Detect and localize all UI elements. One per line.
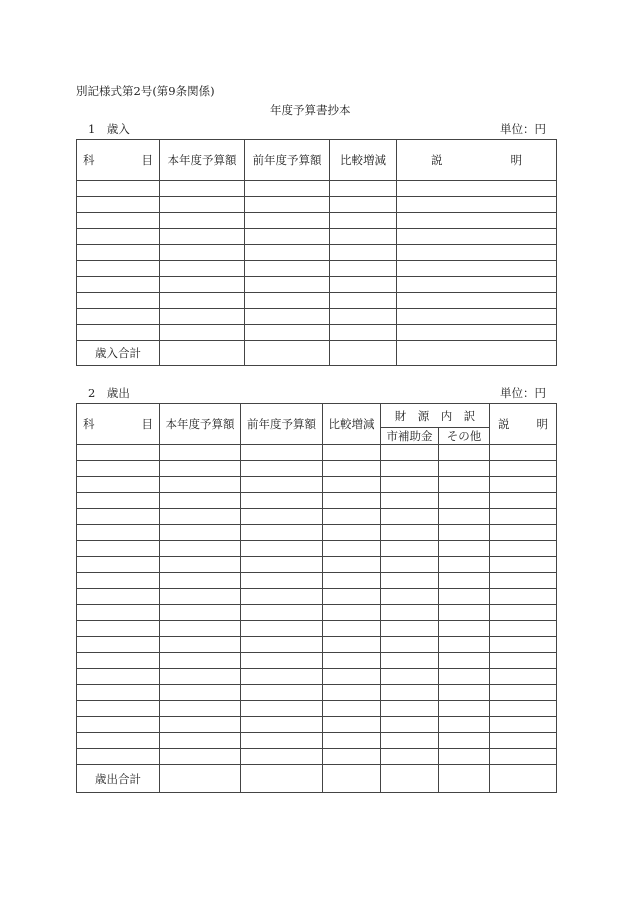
income-table-row [77, 197, 557, 213]
table-cell [160, 669, 241, 685]
table-cell [323, 717, 381, 733]
table-cell [323, 637, 381, 653]
table-cell [241, 477, 323, 493]
table-cell [77, 621, 160, 637]
table-cell [397, 213, 557, 229]
table-cell [330, 341, 397, 366]
table-cell [397, 181, 557, 197]
table-cell [160, 541, 241, 557]
table-cell [439, 653, 490, 669]
table-cell [490, 733, 557, 749]
table-cell [381, 605, 439, 621]
table-cell [439, 477, 490, 493]
table-cell [439, 637, 490, 653]
expense-table-row [77, 525, 557, 541]
table-cell [330, 229, 397, 245]
table-cell [490, 637, 557, 653]
table-cell [490, 605, 557, 621]
table-cell [490, 589, 557, 605]
table-cell [77, 509, 160, 525]
income-col-previous-budget: 前年度予算額 [245, 140, 330, 181]
table-cell [245, 341, 330, 366]
table-cell [439, 685, 490, 701]
table-cell [323, 541, 381, 557]
table-cell [160, 637, 241, 653]
table-cell [160, 245, 245, 261]
expense-col-previous-budget: 前年度予算額 [241, 404, 323, 445]
table-cell [397, 261, 557, 277]
table-cell [241, 685, 323, 701]
table-cell [241, 541, 323, 557]
table-cell [160, 653, 241, 669]
table-cell [160, 229, 245, 245]
table-cell [381, 701, 439, 717]
income-table-row [77, 245, 557, 261]
expense-col-subject: 科 目 [77, 404, 160, 445]
table-cell [397, 293, 557, 309]
table-cell [77, 213, 160, 229]
expense-table-row [77, 733, 557, 749]
table-cell [241, 525, 323, 541]
table-cell [323, 605, 381, 621]
table-cell [245, 245, 330, 261]
income-table-row [77, 181, 557, 197]
table-cell [397, 309, 557, 325]
table-cell [490, 653, 557, 669]
table-cell [381, 621, 439, 637]
expense-table-row [77, 621, 557, 637]
table-cell [381, 509, 439, 525]
table-cell [160, 325, 245, 341]
income-table-row [77, 325, 557, 341]
table-cell [381, 573, 439, 589]
table-cell [245, 197, 330, 213]
table-cell [323, 701, 381, 717]
table-cell [397, 245, 557, 261]
table-cell [241, 445, 323, 461]
table-cell [160, 477, 241, 493]
income-section-label: 1 歳入 [88, 122, 130, 136]
table-cell [160, 341, 245, 366]
table-cell [77, 181, 160, 197]
table-cell [330, 261, 397, 277]
table-cell [160, 765, 241, 793]
table-cell [160, 509, 241, 525]
table-cell [323, 653, 381, 669]
table-cell [323, 765, 381, 793]
income-table-row [77, 213, 557, 229]
table-cell [439, 621, 490, 637]
income-table-row [77, 277, 557, 293]
expense-col-current-budget: 本年度予算額 [160, 404, 241, 445]
table-cell [241, 733, 323, 749]
form-number-label: 別記様式第2号(第9条関係) [76, 84, 215, 98]
table-cell [323, 461, 381, 477]
table-cell [439, 573, 490, 589]
table-cell [160, 749, 241, 765]
table-cell [490, 509, 557, 525]
table-cell [381, 445, 439, 461]
table-cell [160, 701, 241, 717]
expense-total-row [77, 765, 557, 793]
table-cell [241, 461, 323, 477]
document-title: 年度予算書抄本 [270, 103, 351, 117]
table-cell [77, 669, 160, 685]
expense-col-description: 説 明 [490, 404, 557, 445]
table-cell [490, 621, 557, 637]
expense-table-row [77, 653, 557, 669]
table-cell [323, 621, 381, 637]
table-cell [160, 261, 245, 277]
table-cell [490, 701, 557, 717]
table-cell [381, 557, 439, 573]
table-cell [241, 621, 323, 637]
table-cell [160, 605, 241, 621]
table-cell [77, 197, 160, 213]
table-cell [77, 653, 160, 669]
table-cell [245, 293, 330, 309]
table-cell [160, 493, 241, 509]
table-cell [160, 277, 245, 293]
table-cell [77, 605, 160, 621]
table-cell [330, 293, 397, 309]
table-cell [77, 309, 160, 325]
table-cell [490, 685, 557, 701]
table-cell [241, 557, 323, 573]
income-header-row [77, 140, 557, 181]
table-cell [323, 477, 381, 493]
table-cell [245, 325, 330, 341]
table-cell [439, 733, 490, 749]
table-cell [490, 525, 557, 541]
table-cell [330, 245, 397, 261]
table-cell [160, 717, 241, 733]
table-cell [241, 509, 323, 525]
table-cell [160, 445, 241, 461]
expense-table-row [77, 541, 557, 557]
table-cell [439, 717, 490, 733]
table-cell [77, 557, 160, 573]
table-cell [330, 181, 397, 197]
expense-col-other: その他 [439, 428, 490, 445]
expense-table-row [77, 605, 557, 621]
income-unit-label: 単位：円 [500, 122, 546, 136]
table-cell [160, 293, 245, 309]
table-cell [439, 557, 490, 573]
table-cell [245, 261, 330, 277]
table-cell [77, 261, 160, 277]
table-cell [77, 749, 160, 765]
table-cell [397, 197, 557, 213]
table-cell [323, 589, 381, 605]
table-cell [330, 213, 397, 229]
table-cell [160, 461, 241, 477]
table-cell [241, 653, 323, 669]
expense-col-difference: 比較増減 [323, 404, 381, 445]
table-cell [490, 493, 557, 509]
table-cell [490, 461, 557, 477]
expense-table-row [77, 445, 557, 461]
table-cell [241, 589, 323, 605]
table-cell [77, 589, 160, 605]
expense-unit-label: 単位：円 [500, 386, 546, 400]
table-cell [77, 229, 160, 245]
income-col-difference: 比較増減 [330, 140, 397, 181]
table-cell [245, 309, 330, 325]
table-cell [439, 749, 490, 765]
table-cell [77, 637, 160, 653]
table-cell [490, 669, 557, 685]
expense-table-row [77, 509, 557, 525]
table-cell [330, 197, 397, 213]
expense-table-row [77, 461, 557, 477]
table-cell [439, 701, 490, 717]
income-table-row [77, 229, 557, 245]
expense-col-funding-breakdown: 財 源 内 訳 [381, 404, 490, 428]
table-cell [381, 477, 439, 493]
table-cell [381, 749, 439, 765]
table-cell [381, 637, 439, 653]
expense-header-row-1 [77, 404, 557, 428]
table-cell [397, 229, 557, 245]
table-cell [77, 733, 160, 749]
table-cell [77, 293, 160, 309]
table-cell [323, 493, 381, 509]
table-cell [439, 669, 490, 685]
table-cell [381, 589, 439, 605]
table-cell [77, 445, 160, 461]
table-cell [439, 525, 490, 541]
expense-table-row [77, 717, 557, 733]
table-cell [77, 685, 160, 701]
expense-table-row [77, 493, 557, 509]
table-cell [241, 493, 323, 509]
table-cell [439, 493, 490, 509]
income-table [76, 139, 557, 366]
income-table-row [77, 293, 557, 309]
table-cell [490, 445, 557, 461]
table-cell [381, 461, 439, 477]
income-total-row [77, 341, 557, 366]
table-cell [160, 309, 245, 325]
expense-table-row [77, 669, 557, 685]
table-cell [381, 669, 439, 685]
table-cell [160, 557, 241, 573]
table-cell [77, 477, 160, 493]
table-cell [160, 213, 245, 229]
table-cell [323, 685, 381, 701]
table-cell [323, 733, 381, 749]
table-cell [323, 573, 381, 589]
table-cell [77, 325, 160, 341]
table-cell [439, 605, 490, 621]
table-cell [381, 541, 439, 557]
table-cell [381, 493, 439, 509]
table-cell [77, 701, 160, 717]
table-cell [245, 277, 330, 293]
table-cell [77, 573, 160, 589]
table-cell [241, 749, 323, 765]
expense-table [76, 403, 557, 793]
table-cell [160, 589, 241, 605]
table-cell [77, 461, 160, 477]
table-cell [397, 325, 557, 341]
table-cell [490, 749, 557, 765]
table-cell [77, 245, 160, 261]
table-cell [490, 717, 557, 733]
expense-table-row [77, 637, 557, 653]
table-cell [439, 541, 490, 557]
table-cell [241, 765, 323, 793]
table-cell [160, 197, 245, 213]
table-cell [77, 541, 160, 557]
table-cell [323, 509, 381, 525]
table-cell [160, 733, 241, 749]
table-cell [439, 765, 490, 793]
table-cell [323, 445, 381, 461]
table-cell [241, 637, 323, 653]
table-cell [330, 277, 397, 293]
table-cell [77, 277, 160, 293]
table-cell [490, 765, 557, 793]
table-cell [381, 525, 439, 541]
expense-table-row [77, 477, 557, 493]
table-cell [241, 605, 323, 621]
table-cell [381, 685, 439, 701]
income-table-row [77, 309, 557, 325]
table-cell [490, 573, 557, 589]
table-cell [439, 589, 490, 605]
table-cell [490, 477, 557, 493]
table-cell [160, 525, 241, 541]
table-cell [160, 181, 245, 197]
table-cell [323, 525, 381, 541]
table-cell [490, 557, 557, 573]
table-cell [241, 701, 323, 717]
table-cell [330, 309, 397, 325]
table-cell [439, 445, 490, 461]
table-cell [77, 717, 160, 733]
table-cell [160, 573, 241, 589]
table-cell [397, 341, 557, 366]
income-table-row [77, 261, 557, 277]
table-cell [323, 669, 381, 685]
expense-table-row [77, 589, 557, 605]
table-cell [381, 733, 439, 749]
income-col-subject: 科 目 [77, 140, 160, 181]
table-cell [160, 621, 241, 637]
table-cell [245, 229, 330, 245]
table-cell [323, 749, 381, 765]
table-cell [241, 669, 323, 685]
table-cell [490, 541, 557, 557]
table-cell [439, 509, 490, 525]
income-col-description: 説 明 [397, 140, 557, 181]
table-cell [330, 325, 397, 341]
expense-table-row [77, 749, 557, 765]
table-cell [323, 557, 381, 573]
expense-total-label: 歳出合計 [77, 765, 160, 793]
table-cell [381, 765, 439, 793]
table-cell [160, 685, 241, 701]
table-cell [241, 573, 323, 589]
table-cell [397, 277, 557, 293]
expense-table-row [77, 701, 557, 717]
table-cell [245, 181, 330, 197]
expense-section-label: 2 歳出 [88, 386, 130, 400]
table-cell [245, 213, 330, 229]
expense-table-row [77, 557, 557, 573]
expense-table-row [77, 573, 557, 589]
expense-table-row [77, 685, 557, 701]
table-cell [77, 493, 160, 509]
income-total-label: 歳入合計 [77, 341, 160, 366]
table-cell [381, 717, 439, 733]
income-col-current-budget: 本年度予算額 [160, 140, 245, 181]
table-cell [241, 717, 323, 733]
table-cell [381, 653, 439, 669]
table-cell [77, 525, 160, 541]
table-cell [439, 461, 490, 477]
expense-col-city-subsidy: 市補助金 [381, 428, 439, 445]
